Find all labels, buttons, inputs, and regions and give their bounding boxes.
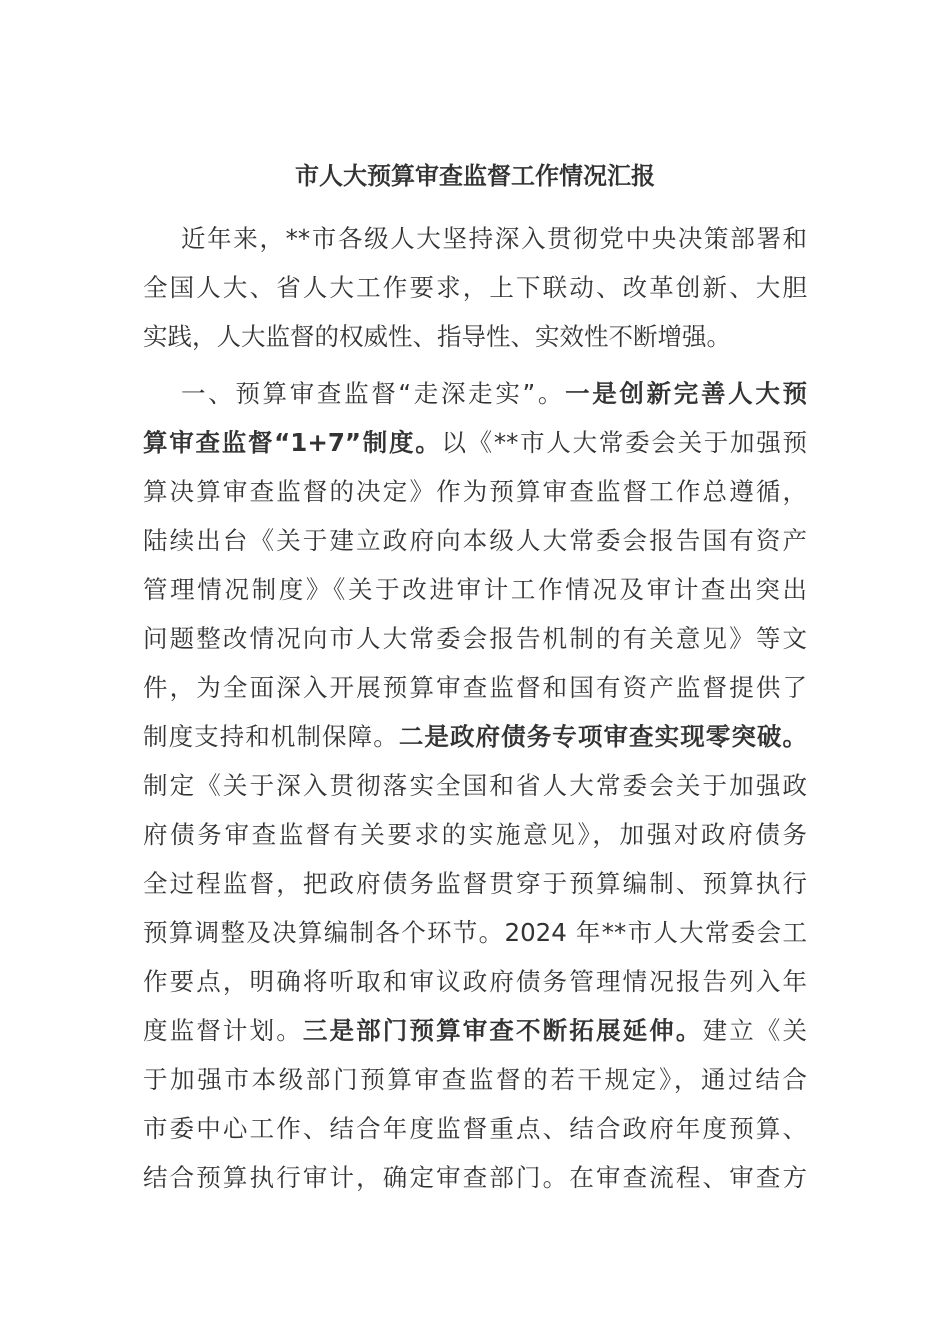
paragraph-line	[143, 418, 807, 467]
body-text: 制度支持和机制保障。	[143, 722, 399, 751]
paragraph-line: 问题整改情况向市人大常委会报告机制的有关意见》等文	[143, 624, 807, 653]
paragraph-line: 近年来，**市各级人大坚持深入贯彻党中央决策部署和	[181, 224, 807, 253]
paragraph-line: 制定《关于深入贯彻落实全国和省人大常委会关于加强政	[143, 771, 807, 800]
paragraph-line: 实践，人大监督的权威性、指导性、实效性不断增强。	[143, 322, 731, 351]
paragraph-line: 算决算审查监督的决定》作为预算审查监督工作总遵循，	[143, 477, 807, 506]
paragraph-intro	[143, 214, 807, 361]
bold-point-text: 一是创新完善人大预	[565, 379, 808, 408]
paragraph-line	[143, 369, 807, 418]
paragraph-line: 府债务审查监督有关要求的实施意见》，加强对政府债务	[143, 820, 807, 849]
paragraph-line: 管理情况制度》《关于改进审计工作情况及审计查出突出	[143, 575, 807, 604]
paragraph-line: 全过程监督，把政府债务监督贯穿于预算编制、预算执行	[143, 869, 807, 898]
paragraph-budget-review	[143, 369, 807, 1202]
paragraph-line: 件，为全面深入开展预算审查监督和国有资产监督提供了	[143, 673, 807, 702]
paragraph-line: 全国人大、省人大工作要求，上下联动、改革创新、大胆	[143, 273, 807, 302]
section-heading-text: 一、预算审查监督“走深走实”。	[181, 379, 566, 408]
document-title: 市人大预算审查监督工作情况汇报	[295, 162, 655, 190]
bold-point-text: 二是政府债务专项审查实现零突破。	[398, 722, 808, 751]
paragraph-line: 市委中心工作、结合年度监督重点、结合政府年度预算、	[143, 1114, 807, 1143]
paragraph-line	[143, 712, 807, 761]
body-text: 度监督计划。	[143, 1016, 303, 1045]
bold-point-text: 三是部门预算审查不断拓展延伸。	[302, 1016, 703, 1045]
paragraph-line: 作要点，明确将听取和审议政府债务管理情况报告列入年	[143, 967, 807, 996]
paragraph-line: 结合预算执行审计，确定审查部门。在审查流程、审查方	[143, 1163, 807, 1192]
paragraph-line	[143, 1006, 807, 1055]
body-text: 建立《关	[702, 1016, 807, 1045]
paragraph-line: 陆续出台《关于建立政府向本级人大常委会报告国有资产	[143, 526, 807, 555]
paragraph-line: 于加强市本级部门预算审查监督的若干规定》，通过结合	[143, 1065, 807, 1094]
paragraph-line: 预算调整及决算编制各个环节。2024 年**市人大常委会工	[143, 918, 807, 947]
body-text: 以《**市人大常委会关于加强预	[441, 428, 808, 457]
bold-point-text: 算审查监督“1+7”制度。	[143, 428, 442, 457]
